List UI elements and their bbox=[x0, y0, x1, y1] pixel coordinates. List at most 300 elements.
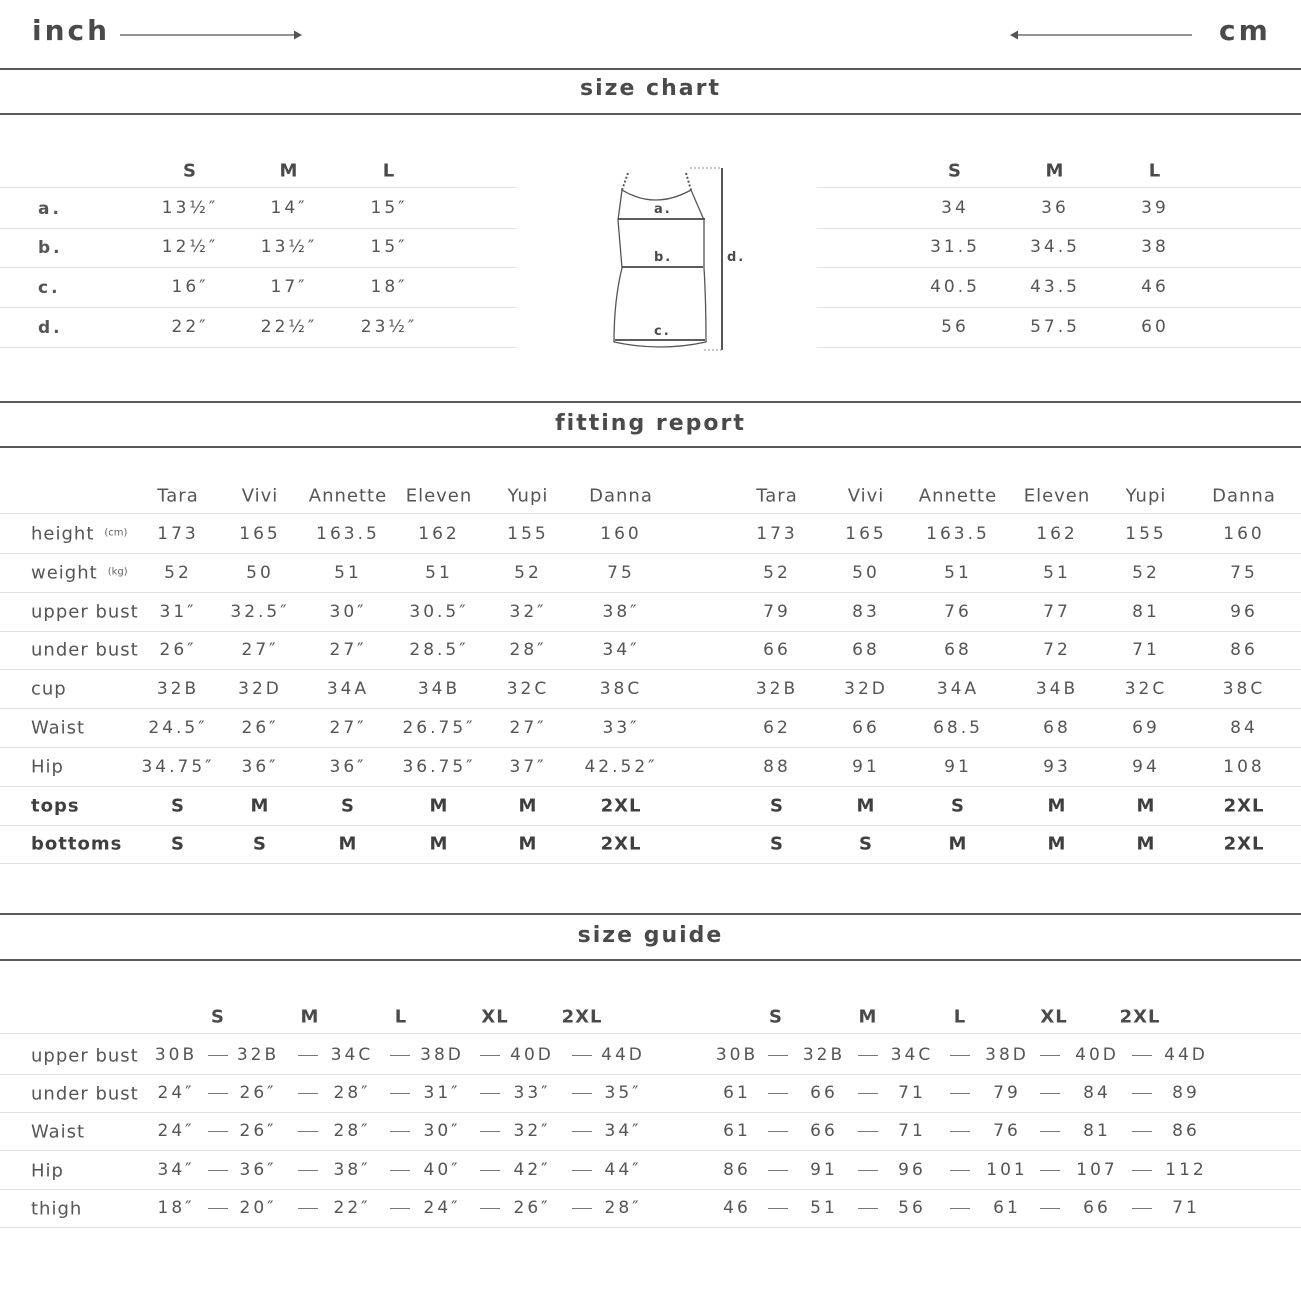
row-divider bbox=[0, 187, 517, 188]
fitting-value: 68 bbox=[852, 640, 880, 661]
fitting-value: 32D bbox=[238, 679, 282, 700]
guide-value: 84 bbox=[1083, 1083, 1111, 1104]
range-dash bbox=[858, 1093, 878, 1094]
size-header: M bbox=[1045, 160, 1065, 182]
fitting-value: M bbox=[518, 795, 538, 817]
model-name: Danna bbox=[1212, 485, 1276, 507]
row-divider bbox=[0, 347, 517, 348]
size-chart-value: 57.5 bbox=[1030, 317, 1080, 337]
fitting-value: 34B bbox=[417, 679, 461, 700]
fitting-value: 42.52″ bbox=[584, 756, 658, 777]
fitting-value: 33″ bbox=[602, 718, 640, 738]
range-dash bbox=[1132, 1170, 1152, 1171]
guide-value: 26″ bbox=[513, 1197, 551, 1218]
range-dash bbox=[950, 1055, 970, 1056]
fitting-value: 24.5″ bbox=[148, 718, 208, 738]
row-divider bbox=[0, 307, 517, 308]
size-header: XL bbox=[481, 1006, 509, 1028]
fitting-value: 165 bbox=[239, 524, 281, 544]
guide-value: 30″ bbox=[423, 1121, 461, 1142]
guide-value: 66 bbox=[810, 1083, 838, 1104]
fitting-value: 32D bbox=[844, 679, 888, 700]
size-header: L bbox=[382, 160, 396, 182]
model-name: Vivi bbox=[241, 485, 279, 507]
range-dash bbox=[298, 1208, 318, 1209]
guide-value: 33″ bbox=[513, 1083, 551, 1104]
row-divider bbox=[0, 747, 1301, 748]
measure-label: a. bbox=[38, 199, 62, 219]
section-rule bbox=[0, 446, 1301, 448]
guide-value: 44″ bbox=[604, 1159, 642, 1180]
diagram-label-a: a. bbox=[654, 202, 672, 217]
row-divider bbox=[0, 553, 1301, 554]
fitting-row-unit: (cm) bbox=[104, 527, 128, 539]
row-divider bbox=[0, 631, 1301, 632]
row-divider bbox=[817, 228, 1301, 229]
range-dash bbox=[298, 1170, 318, 1171]
range-dash bbox=[390, 1055, 410, 1056]
fitting-value: 2XL bbox=[1223, 795, 1265, 817]
fitting-value: 30.5″ bbox=[409, 601, 469, 622]
fitting-row-label bbox=[31, 795, 80, 816]
row-divider bbox=[0, 786, 1301, 787]
fitting-value: 51 bbox=[334, 562, 362, 583]
size-chart-value: 40.5 bbox=[930, 277, 980, 297]
guide-value: 34″ bbox=[604, 1121, 642, 1142]
fitting-report-title: fitting report bbox=[555, 411, 746, 436]
measure-label: d. bbox=[38, 318, 63, 338]
fitting-value: 32.5″ bbox=[230, 601, 290, 622]
size-chart-value: 18″ bbox=[370, 277, 408, 297]
guide-value: 86 bbox=[1172, 1121, 1200, 1142]
fitting-value: 68 bbox=[944, 640, 972, 661]
fitting-row-label-text: Hip bbox=[31, 756, 64, 778]
fitting-value: 77 bbox=[1043, 601, 1071, 622]
fitting-value: 28.5″ bbox=[409, 640, 469, 661]
size-chart-value: 39 bbox=[1141, 198, 1169, 218]
row-divider bbox=[0, 1227, 1301, 1228]
size-chart-value: 16″ bbox=[171, 277, 209, 297]
fitting-value: 2XL bbox=[600, 795, 642, 817]
fitting-row-label-text: Waist bbox=[31, 717, 86, 739]
row-divider bbox=[0, 825, 1301, 826]
size-chart-value: 14″ bbox=[270, 198, 308, 218]
size-chart-value: 56 bbox=[941, 317, 969, 337]
fitting-value: S bbox=[859, 833, 873, 855]
fitting-row-label-text: bottoms bbox=[31, 833, 123, 855]
guide-value: 30B bbox=[154, 1045, 198, 1065]
model-name: Yupi bbox=[507, 485, 549, 507]
fitting-row-label bbox=[31, 562, 128, 583]
range-dash bbox=[858, 1131, 878, 1132]
fitting-value: 66 bbox=[763, 640, 791, 661]
guide-row-label: Waist bbox=[31, 1121, 86, 1143]
guide-value: 61 bbox=[993, 1197, 1021, 1218]
guide-value: 22″ bbox=[333, 1197, 371, 1218]
fitting-value: S bbox=[253, 833, 267, 855]
size-header: S bbox=[769, 1006, 783, 1028]
fitting-value: 50 bbox=[246, 562, 274, 583]
fitting-value: 34.75″ bbox=[141, 756, 215, 777]
fitting-value: 50 bbox=[852, 562, 880, 583]
fitting-value: 94 bbox=[1132, 756, 1160, 777]
fitting-value: 37″ bbox=[509, 756, 547, 777]
fitting-value: 38C bbox=[599, 679, 643, 700]
range-dash bbox=[390, 1170, 410, 1171]
range-dash bbox=[1132, 1093, 1152, 1094]
fitting-value: 2XL bbox=[1223, 833, 1265, 855]
guide-value: 40D bbox=[510, 1045, 554, 1065]
row-divider bbox=[0, 1150, 1301, 1151]
size-header: M bbox=[300, 1006, 320, 1028]
fitting-value: S bbox=[770, 795, 784, 817]
model-name: Tara bbox=[756, 485, 798, 507]
fitting-row-label bbox=[31, 640, 139, 661]
fitting-value: S bbox=[770, 833, 784, 855]
row-divider bbox=[0, 1033, 1301, 1034]
guide-row-label: thigh bbox=[31, 1198, 83, 1220]
section-rule bbox=[0, 913, 1301, 915]
range-dash bbox=[480, 1055, 500, 1056]
size-header: S bbox=[183, 160, 197, 182]
size-chart-value: 23½″ bbox=[360, 317, 418, 337]
row-divider bbox=[0, 669, 1301, 670]
guide-row-label: Hip bbox=[31, 1160, 64, 1182]
size-chart-value: 46 bbox=[1141, 277, 1169, 297]
fitting-value: 52 bbox=[763, 562, 791, 583]
fitting-value: 84 bbox=[1230, 718, 1258, 738]
fitting-value: 79 bbox=[763, 601, 791, 622]
fitting-value: 108 bbox=[1223, 756, 1265, 777]
guide-value: 51 bbox=[810, 1197, 838, 1218]
fitting-value: 72 bbox=[1043, 640, 1071, 661]
section-rule bbox=[0, 401, 1301, 403]
guide-value: 71 bbox=[1172, 1197, 1200, 1218]
row-divider bbox=[817, 187, 1301, 188]
guide-value: 24″ bbox=[157, 1121, 195, 1142]
size-header: L bbox=[394, 1006, 408, 1028]
fitting-row-label bbox=[31, 756, 64, 777]
row-divider bbox=[0, 513, 1301, 514]
range-dash bbox=[1040, 1055, 1060, 1056]
guide-value: 112 bbox=[1165, 1159, 1207, 1180]
cm-unit-label: cm bbox=[1219, 14, 1271, 47]
fitting-value: 32B bbox=[156, 679, 200, 700]
size-header: S bbox=[211, 1006, 225, 1028]
fitting-row-label-text: weight bbox=[31, 562, 98, 584]
guide-value: 61 bbox=[723, 1121, 751, 1142]
range-dash bbox=[768, 1055, 788, 1056]
fitting-value: 34A bbox=[326, 679, 370, 700]
fitting-row-unit: (kg) bbox=[107, 566, 128, 578]
size-chart-value: 31.5 bbox=[930, 237, 980, 257]
range-dash bbox=[1132, 1131, 1152, 1132]
fitting-value: 62 bbox=[763, 718, 791, 738]
size-chart-value: 17″ bbox=[270, 277, 308, 297]
range-dash bbox=[298, 1093, 318, 1094]
fitting-value: 93 bbox=[1043, 756, 1071, 777]
fitting-value: M bbox=[856, 795, 876, 817]
fitting-value: M bbox=[429, 795, 449, 817]
size-chart-value: 15″ bbox=[370, 237, 408, 257]
fitting-value: 173 bbox=[157, 524, 199, 544]
range-dash bbox=[858, 1208, 878, 1209]
guide-value: 32B bbox=[802, 1045, 846, 1065]
fitting-row-label-text: under bust bbox=[31, 639, 139, 661]
range-dash bbox=[768, 1208, 788, 1209]
size-chart-value: 13½″ bbox=[260, 237, 318, 257]
range-dash bbox=[950, 1208, 970, 1209]
size-header: M bbox=[279, 160, 299, 182]
range-dash bbox=[572, 1093, 592, 1094]
fitting-value: 27″ bbox=[241, 640, 279, 661]
model-name: Danna bbox=[589, 485, 653, 507]
fitting-value: 32B bbox=[755, 679, 799, 700]
fitting-row-label-text: tops bbox=[31, 795, 80, 817]
guide-value: 26″ bbox=[239, 1121, 277, 1142]
range-dash bbox=[1132, 1208, 1152, 1209]
fitting-value: 155 bbox=[507, 524, 549, 544]
fitting-value: 26″ bbox=[159, 640, 197, 661]
fitting-value: S bbox=[171, 795, 185, 817]
model-name: Annette bbox=[918, 485, 998, 507]
fitting-value: 2XL bbox=[600, 833, 642, 855]
row-divider bbox=[0, 267, 517, 268]
range-dash bbox=[208, 1055, 228, 1056]
range-dash bbox=[572, 1131, 592, 1132]
fitting-value: 27″ bbox=[329, 718, 367, 738]
range-dash bbox=[298, 1131, 318, 1132]
diagram-label-b: b. bbox=[654, 250, 673, 265]
diagram-label-c: c. bbox=[654, 324, 671, 339]
fitting-value: 88 bbox=[763, 756, 791, 777]
row-divider bbox=[817, 347, 1301, 348]
fitting-value: 26.75″ bbox=[402, 718, 476, 738]
measure-label: b. bbox=[38, 238, 63, 258]
row-divider bbox=[0, 863, 1301, 864]
fitting-value: 38″ bbox=[602, 601, 640, 622]
range-dash bbox=[208, 1208, 228, 1209]
guide-value: 66 bbox=[810, 1121, 838, 1142]
guide-value: 20″ bbox=[239, 1197, 277, 1218]
size-chart-value: 15″ bbox=[370, 198, 408, 218]
fitting-value: 51 bbox=[1043, 562, 1071, 583]
guide-row-label: under bust bbox=[31, 1083, 139, 1105]
guide-value: 28″ bbox=[333, 1083, 371, 1104]
range-dash bbox=[572, 1055, 592, 1056]
range-dash bbox=[298, 1055, 318, 1056]
fitting-value: 91 bbox=[944, 756, 972, 777]
fitting-value: 38C bbox=[1222, 679, 1266, 700]
fitting-value: 86 bbox=[1230, 640, 1258, 661]
fitting-value: S bbox=[951, 795, 965, 817]
fitting-value: M bbox=[1047, 833, 1067, 855]
fitting-row-label bbox=[31, 679, 67, 700]
size-chart-value: 38 bbox=[1141, 237, 1169, 257]
guide-value: 81 bbox=[1083, 1121, 1111, 1142]
fitting-value: 68 bbox=[1043, 718, 1071, 738]
model-name: Vivi bbox=[847, 485, 885, 507]
guide-value: 31″ bbox=[423, 1083, 461, 1104]
fitting-value: 75 bbox=[607, 562, 635, 583]
fitting-row-label bbox=[31, 718, 85, 739]
range-dash bbox=[1040, 1170, 1060, 1171]
fitting-value: 163.5 bbox=[316, 524, 380, 544]
guide-value: 36″ bbox=[239, 1159, 277, 1180]
fitting-value: M bbox=[1047, 795, 1067, 817]
fitting-value: 71 bbox=[1132, 640, 1160, 661]
fitting-value: M bbox=[518, 833, 538, 855]
guide-row-label: upper bust bbox=[31, 1045, 139, 1067]
fitting-value: S bbox=[171, 833, 185, 855]
fitting-row-label bbox=[31, 601, 139, 622]
fitting-value: 36″ bbox=[329, 756, 367, 777]
size-chart-title: size chart bbox=[580, 76, 721, 101]
fitting-value: 75 bbox=[1230, 562, 1258, 583]
fitting-value: M bbox=[948, 833, 968, 855]
guide-value: 24″ bbox=[423, 1197, 461, 1218]
range-dash bbox=[768, 1170, 788, 1171]
fitting-value: 162 bbox=[418, 524, 460, 544]
guide-value: 38″ bbox=[333, 1159, 371, 1180]
row-divider bbox=[0, 592, 1301, 593]
guide-value: 107 bbox=[1076, 1159, 1118, 1180]
model-name: Eleven bbox=[1023, 485, 1091, 507]
fitting-value: 27″ bbox=[509, 718, 547, 738]
diagram-label-d: d. bbox=[727, 250, 746, 265]
fitting-value: 83 bbox=[852, 601, 880, 622]
row-divider bbox=[0, 1074, 1301, 1075]
fitting-row-label-text: cup bbox=[31, 678, 67, 700]
guide-value: 26″ bbox=[239, 1083, 277, 1104]
model-name: Tara bbox=[157, 485, 199, 507]
row-divider bbox=[0, 708, 1301, 709]
row-divider bbox=[0, 228, 517, 229]
fitting-value: 34B bbox=[1035, 679, 1079, 700]
range-dash bbox=[572, 1170, 592, 1171]
fitting-value: 165 bbox=[845, 524, 887, 544]
fitting-row-label-text: upper bust bbox=[31, 601, 139, 623]
row-divider bbox=[0, 1189, 1301, 1190]
size-header: M bbox=[858, 1006, 878, 1028]
range-dash bbox=[1040, 1131, 1060, 1132]
range-dash bbox=[950, 1170, 970, 1171]
fitting-value: M bbox=[429, 833, 449, 855]
guide-value: 34C bbox=[330, 1045, 374, 1065]
range-dash bbox=[390, 1093, 410, 1094]
fitting-value: 51 bbox=[425, 562, 453, 583]
range-dash bbox=[858, 1170, 878, 1171]
size-chart-value: 22″ bbox=[171, 317, 209, 337]
size-chart-value: 22½″ bbox=[260, 317, 318, 337]
guide-value: 38D bbox=[985, 1045, 1029, 1065]
guide-value: 46 bbox=[723, 1197, 751, 1218]
size-chart-value: 34.5 bbox=[1030, 237, 1080, 257]
guide-value: 28″ bbox=[333, 1121, 371, 1142]
fitting-value: 52 bbox=[514, 562, 542, 583]
guide-value: 28″ bbox=[604, 1197, 642, 1218]
fitting-value: 31″ bbox=[159, 601, 197, 622]
size-header: L bbox=[1148, 160, 1162, 182]
guide-value: 40″ bbox=[423, 1159, 461, 1180]
fitting-value: 91 bbox=[852, 756, 880, 777]
section-rule bbox=[0, 68, 1301, 70]
guide-value: 34C bbox=[890, 1045, 934, 1065]
range-dash bbox=[480, 1131, 500, 1132]
row-divider bbox=[0, 1112, 1301, 1113]
guide-value: 76 bbox=[993, 1121, 1021, 1142]
range-dash bbox=[768, 1131, 788, 1132]
row-divider bbox=[817, 267, 1301, 268]
fitting-value: M bbox=[338, 833, 358, 855]
guide-value: 44D bbox=[1164, 1045, 1208, 1065]
range-dash bbox=[1132, 1055, 1152, 1056]
fitting-value: 34″ bbox=[602, 640, 640, 661]
range-dash bbox=[768, 1093, 788, 1094]
fitting-value: 28″ bbox=[509, 640, 547, 661]
fitting-value: 155 bbox=[1125, 524, 1167, 544]
size-guide-title: size guide bbox=[577, 923, 724, 948]
fitting-value: 52 bbox=[164, 562, 192, 583]
guide-value: 32B bbox=[236, 1045, 280, 1065]
guide-value: 38D bbox=[420, 1045, 464, 1065]
fitting-value: 69 bbox=[1132, 718, 1160, 738]
row-divider bbox=[817, 307, 1301, 308]
fitting-value: M bbox=[1136, 833, 1156, 855]
range-dash bbox=[480, 1093, 500, 1094]
guide-value: 91 bbox=[810, 1159, 838, 1180]
size-chart-value: 13½″ bbox=[161, 198, 219, 218]
size-chart-value: 60 bbox=[1141, 317, 1169, 337]
arrow-right-icon bbox=[118, 28, 304, 42]
guide-value: 101 bbox=[986, 1159, 1028, 1180]
size-header: XL bbox=[1040, 1006, 1068, 1028]
size-chart-value: 43.5 bbox=[1030, 277, 1080, 297]
guide-value: 79 bbox=[993, 1083, 1021, 1104]
guide-value: 96 bbox=[898, 1159, 926, 1180]
guide-value: 56 bbox=[898, 1197, 926, 1218]
range-dash bbox=[950, 1131, 970, 1132]
section-rule bbox=[0, 959, 1301, 961]
arrow-left-icon bbox=[1008, 28, 1194, 42]
fitting-value: 36.75″ bbox=[402, 756, 476, 777]
fitting-value: 32C bbox=[1124, 679, 1168, 700]
guide-value: 24″ bbox=[157, 1083, 195, 1104]
guide-value: 71 bbox=[898, 1083, 926, 1104]
guide-value: 44D bbox=[601, 1045, 645, 1065]
fitting-value: 52 bbox=[1132, 562, 1160, 583]
guide-value: 34″ bbox=[157, 1159, 195, 1180]
model-name: Annette bbox=[308, 485, 388, 507]
measure-label: c. bbox=[38, 278, 61, 298]
fitting-value: M bbox=[250, 795, 270, 817]
size-header: L bbox=[953, 1006, 967, 1028]
fitting-value: S bbox=[341, 795, 355, 817]
fitting-value: 26″ bbox=[241, 718, 279, 738]
inch-unit-label: inch bbox=[32, 14, 111, 47]
range-dash bbox=[480, 1170, 500, 1171]
range-dash bbox=[1040, 1208, 1060, 1209]
guide-value: 42″ bbox=[513, 1159, 551, 1180]
section-rule bbox=[0, 113, 1301, 115]
fitting-value: 163.5 bbox=[926, 524, 990, 544]
fitting-value: 32C bbox=[506, 679, 550, 700]
fitting-value: 96 bbox=[1230, 601, 1258, 622]
size-header: S bbox=[948, 160, 962, 182]
guide-value: 32″ bbox=[513, 1121, 551, 1142]
range-dash bbox=[858, 1055, 878, 1056]
fitting-value: 30″ bbox=[329, 601, 367, 622]
